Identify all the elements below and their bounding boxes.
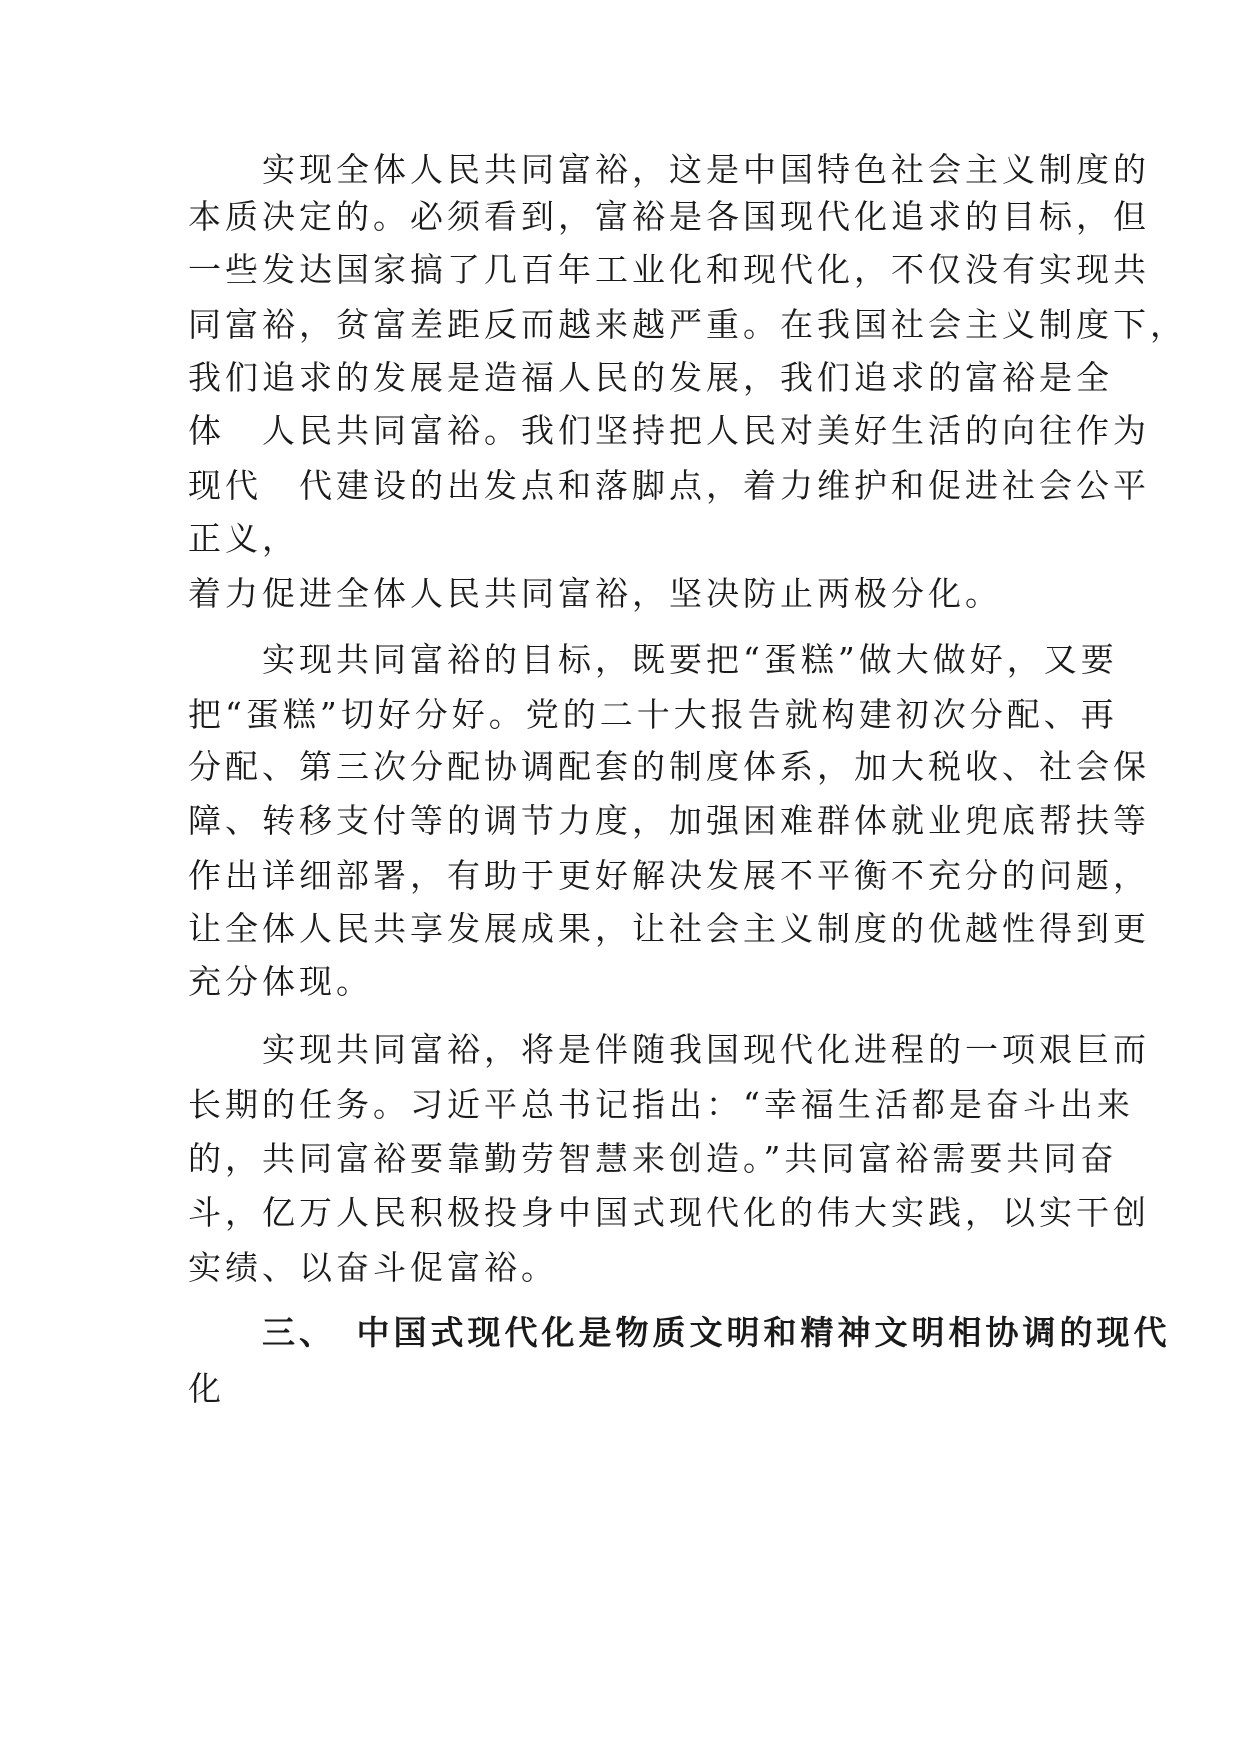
body-text-line: 本质决定的。必须看到，富裕是各国现代化追求的目标，但 [188, 197, 1150, 236]
body-text-line: 实现共同富裕，将是伴随我国现代化进程的一项艰巨而 [188, 1030, 1150, 1069]
body-text-line: 实绩、以奋斗促富裕。 [188, 1248, 558, 1287]
body-text-line: 斗，亿万人民积极投身中国式现代化的伟大实践，以实干创 [188, 1193, 1150, 1232]
body-text-line: 一些发达国家搞了几百年工业化和现代化，不仅没有实现共 [188, 250, 1150, 289]
body-text-line: 同富裕，贫富差距反而越来越严重。在我国社会主义制度下， [188, 305, 1187, 344]
body-text-line: 正义， [188, 519, 299, 558]
body-text-line: 长期的任务。习近平总书记指出：“幸福生活都是奋斗出来 [188, 1085, 1134, 1124]
body-text-line: 让全体人民共享发展成果，让社会主义制度的优越性得到更 [188, 909, 1150, 948]
body-text-line: 体 人民共同富裕。我们坚持把人民对美好生活的向往作为 [188, 411, 1150, 450]
body-text-line: 作出详细部署，有助于更好解决发展不平衡不充分的问题， [188, 856, 1150, 895]
body-text-line: 实现全体人民共同富裕，这是中国特色社会主义制度的 [188, 150, 1150, 189]
body-text-line: 的，共同富裕要靠勤劳智慧来创造。”共同富裕需要共同奋 [188, 1139, 1118, 1178]
body-text-line: 分配、第三次分配协调配套的制度体系，加大税收、社会保 [188, 747, 1150, 786]
body-text-line: 实现共同富裕的目标，既要把“蛋糕”做大做好，又要 [188, 640, 1118, 679]
section-heading: 三、 中国式现代化是物质文明和精神文明相协调的现代 [188, 1313, 1171, 1352]
section-heading-continuation: 化 [188, 1369, 225, 1408]
body-text-line: 充分体现。 [188, 962, 373, 1001]
body-text-line: 障、转移支付等的调节力度，加强困难群体就业兜底帮扶等 [188, 801, 1150, 840]
body-text-line: 把“蛋糕”切好分好。党的二十大报告就构建初次分配、再 [188, 695, 1118, 734]
body-text-line: 着力促进全体人民共同富裕，坚决防止两极分化。 [188, 574, 1002, 613]
body-text-line: 现代 代建设的出发点和落脚点，着力维护和促进社会公平 [188, 466, 1150, 505]
body-text-line: 我们追求的发展是造福人民的发展，我们追求的富裕是全 [188, 358, 1113, 397]
